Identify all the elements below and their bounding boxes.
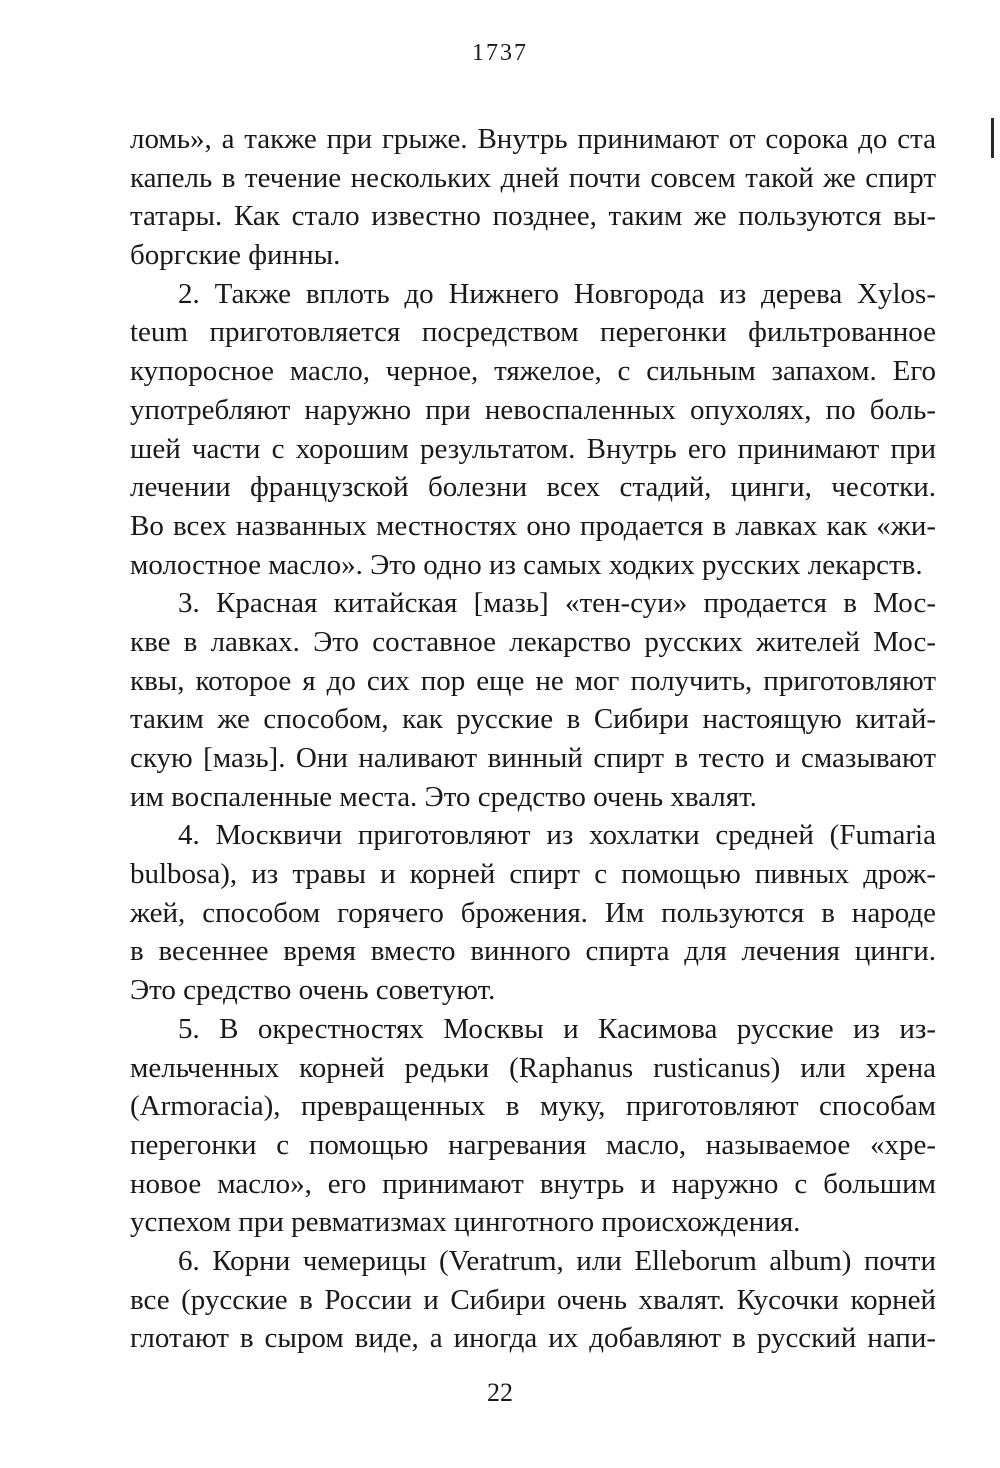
page-number: 22 xyxy=(487,1378,513,1407)
page-body-text xyxy=(130,120,936,1358)
text-line: капель в течение нескольких дней почти совсем такой же спирт xyxy=(130,161,936,194)
text-line: лечении французской болезни всех стадий, цинги, чесотки. xyxy=(130,471,936,504)
text-line: квы, которое я до сих пор еще не мог получить, приготовляют xyxy=(130,664,936,697)
text-line: Это средство очень советуют. xyxy=(130,974,496,1007)
text-line: молостное масло». Это одно из самых ходких русских лекарств. xyxy=(130,548,923,581)
text-line: 5. В окрестностях Москвы и Касимова русские из из- xyxy=(178,1012,936,1045)
text-line: употребляют наружно при невоспаленных опухолях, по боль- xyxy=(130,393,936,426)
text-line: перегонки с помощью нагревания масло, называемое «хре- xyxy=(130,1128,936,1161)
text-line: bulbosa), из травы и корней спирт с помощью пивных дрож- xyxy=(130,858,936,891)
text-line: скую [мазь]. Они наливают винный спирт в тесто и смазывают xyxy=(130,742,936,774)
text-line: 3. Красная китайская [мазь] «тен-суи» продается в Мос- xyxy=(178,587,936,620)
page-edge-mark xyxy=(991,118,994,158)
text-line: купоросное масло, черное, тяжелое, с сильным запахом. Его xyxy=(130,355,936,388)
text-line: (Armoracia), превращенных в муку, приготовляют способам xyxy=(130,1090,936,1123)
text-line: боргские финны. xyxy=(130,239,341,272)
text-line: 2. Также вплоть до Нижнего Новгорода из дерева Xylos- xyxy=(178,277,936,310)
text-line: 4. Москвичи приготовляют из хохлатки средней (Fumaria xyxy=(178,819,936,852)
text-line: новое масло», его принимают внутрь и наружно с большим xyxy=(130,1167,936,1200)
text-line: жей, способом горячего брожения. Им пользуются в народе xyxy=(130,896,936,929)
text-line: ломь», а также при грыже. Внутрь принимают от сорока до ста xyxy=(130,123,936,155)
text-line: глотают в сыром виде, а иногда их добавляют в русский напи- xyxy=(130,1322,936,1355)
text-line: кве в лавках. Это составное лекарство русских жителей Мос- xyxy=(130,625,936,658)
text-line: шей части с хорошим результатом. Внутрь его принимают при xyxy=(130,432,936,465)
text-line: все (русские в России и Сибири очень хвалят. Кусочки корней xyxy=(130,1283,936,1316)
running-header-year: 1737 xyxy=(472,40,528,66)
text-line: успехом при ревматизмах цинготного происхождения. xyxy=(130,1206,801,1239)
text-line: 6. Корни чемерицы (Veratrum, или Elleborum album) почти xyxy=(178,1244,936,1277)
text-line: Во всех названных местностях оно продается в лавках как «жи- xyxy=(130,509,936,542)
text-line: мельченных корней редьки (Raphanus rusticanus) или хрена xyxy=(130,1051,936,1084)
text-line: в весеннее время вместо винного спирта для лечения цинги. xyxy=(130,935,936,968)
text-line: teum приготовляется посредством перегонки фильтрованное xyxy=(130,316,936,349)
text-line: татары. Как стало известно позднее, таким же пользуются вы- xyxy=(130,200,936,233)
text-line: им воспаленные места. Это средство очень хвалят. xyxy=(130,780,757,813)
text-line: таким же способом, как русские в Сибири настоящую китай- xyxy=(130,703,936,736)
